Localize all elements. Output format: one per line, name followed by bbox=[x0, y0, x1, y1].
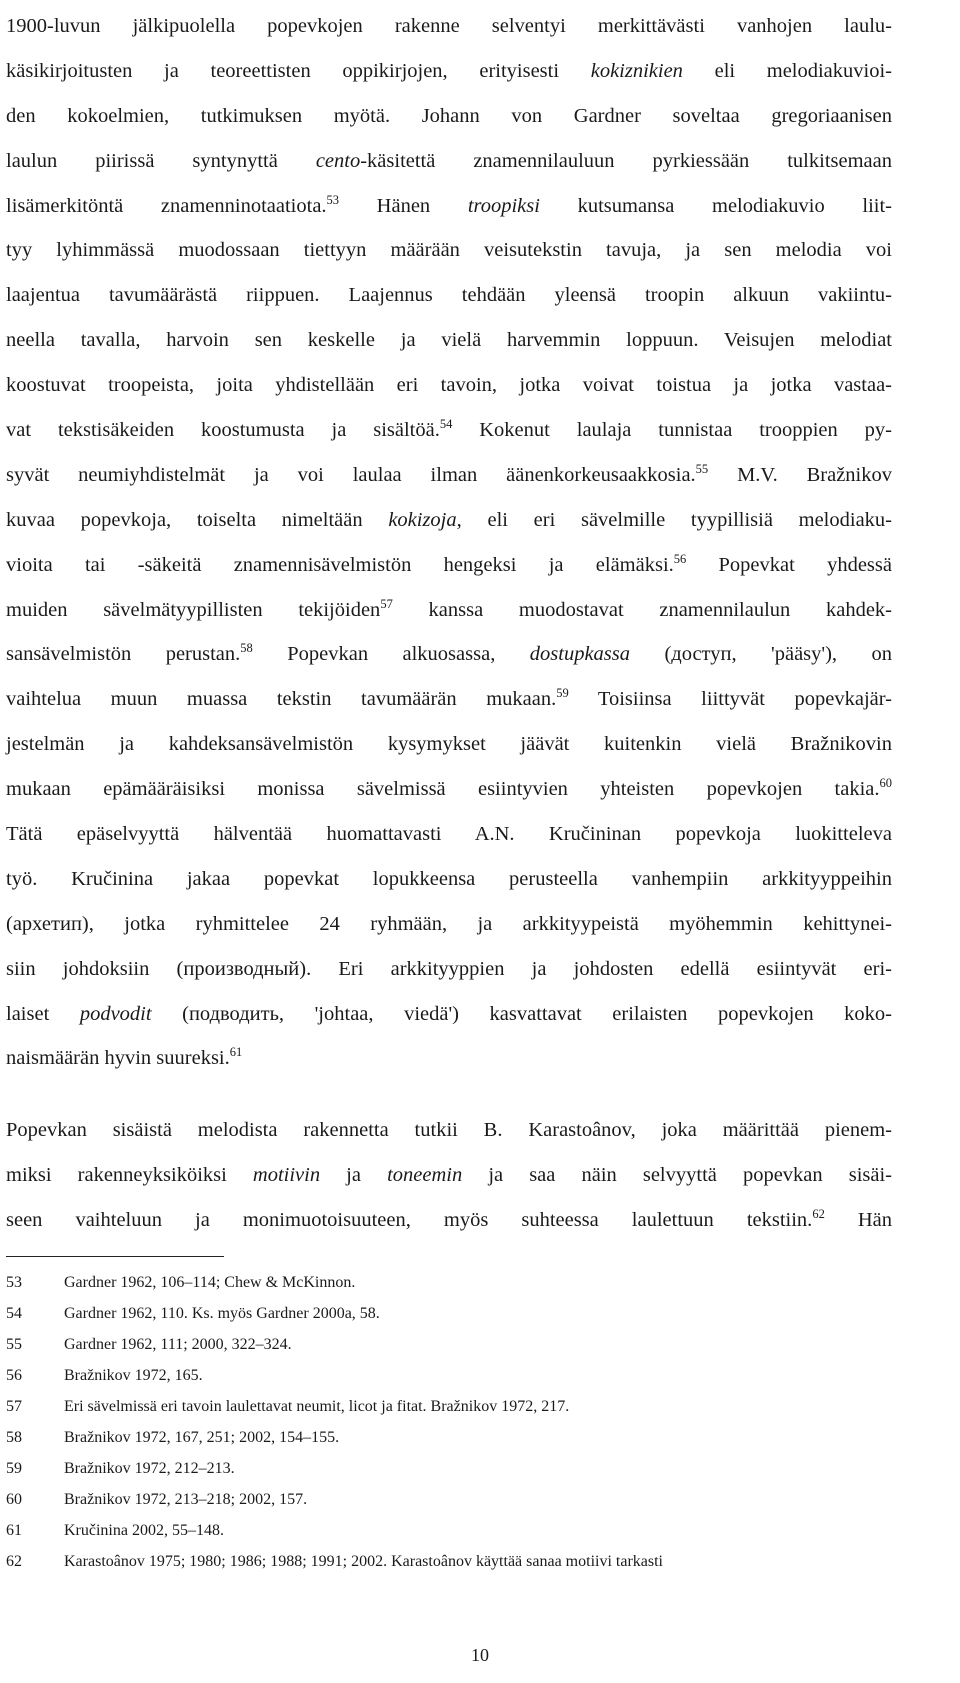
text-run: neella tavalla, harvoin sen keskelle ja vielä harvemmin loppuun. Veisujen melodiat bbox=[6, 329, 892, 352]
text-run: 1900-luvun jälkipuolella popevkojen rakenne selventyi merkittävästi vanhojen laulu- bbox=[6, 15, 892, 37]
footnote-text: Bražnikov 1972, 213–218; 2002, 157. bbox=[64, 1491, 308, 1508]
footnote bbox=[6, 1422, 892, 1453]
text-run: naismäärän hyvin suureksi. bbox=[6, 1047, 230, 1070]
footnote bbox=[6, 1515, 892, 1546]
text-run: sansävelmistön perustan. bbox=[6, 643, 241, 666]
text-run: Popevkat yhdessä bbox=[686, 553, 892, 576]
text-run: kanssa muodostavat znamennilaulun kahdek- bbox=[392, 598, 893, 621]
text-run: ja bbox=[320, 1163, 388, 1186]
text-line bbox=[6, 1108, 892, 1153]
text-line bbox=[6, 4, 892, 49]
text-run: Hänen bbox=[339, 194, 468, 217]
text-run: Tätä epäselvyyttä hälventää huomattavasti A.N. Kručininan popevkoja luokitteleva bbox=[6, 823, 892, 846]
text-line bbox=[6, 94, 892, 139]
text-line bbox=[6, 812, 892, 857]
text-run: siin johdoksiin (производный). Eri arkkityyppien ja johdosten edellä esiintyvät eri- bbox=[6, 957, 892, 980]
text-line bbox=[6, 767, 892, 812]
footnote-ref: 61 bbox=[229, 1045, 243, 1060]
italic-term: cento bbox=[315, 149, 361, 172]
footnote bbox=[6, 1329, 892, 1360]
footnote-number: 55 bbox=[6, 1336, 22, 1353]
text-run: laulun piirissä syntynyttä bbox=[6, 149, 316, 172]
text-run: syvät neumiyhdistelmät ja voi laulaa ilman äänenkorkeusaakkosia. bbox=[6, 463, 696, 486]
footnote-text: Bražnikov 1972, 167, 251; 2002, 154–155. bbox=[64, 1429, 340, 1446]
text-run: (подводить, 'johtaa, viedä') kasvattavat erilaisten popevkojen koko- bbox=[151, 1002, 893, 1025]
footnote-ref: 62 bbox=[812, 1206, 825, 1221]
text-run: tyy lyhimmässä muodossaan tiettyyn määrään veisutekstin tavuja, ja sen melodia voi bbox=[6, 239, 892, 262]
italic-term: toneemin bbox=[387, 1163, 463, 1186]
text-line bbox=[6, 453, 892, 498]
text-line bbox=[6, 588, 892, 633]
footnote-text: Bražnikov 1972, 165. bbox=[64, 1367, 203, 1384]
italic-term: dostupkassa bbox=[529, 643, 630, 666]
footnote bbox=[6, 1546, 892, 1577]
text-run: mukaan epämääräisiksi monissa sävelmissä esiintyvien yhteisten popevkojen takia. bbox=[6, 778, 880, 801]
text-line bbox=[6, 902, 892, 947]
text-run: seen vaihteluun ja monimuotoisuuteen, myös suhteessa laulettuun tekstiin. bbox=[6, 1208, 813, 1231]
text-run: , eli eri sävelmille tyypillisiä melodiaku- bbox=[456, 508, 892, 531]
text-run: koostuvat troopeista, joita yhdistellään eri tavoin, jotka voivat toistua ja jotka vastaa- bbox=[6, 374, 892, 397]
text-run: Popevkan alkuosassa, bbox=[252, 643, 530, 666]
text-run: eli melodiakuvioi- bbox=[682, 59, 892, 82]
footnote-number: 56 bbox=[6, 1367, 22, 1384]
text-line bbox=[6, 543, 892, 588]
footnote-number: 59 bbox=[6, 1460, 22, 1477]
footnote bbox=[6, 1360, 892, 1391]
text-run: muiden sävelmätyypillisten tekijöiden bbox=[6, 598, 381, 621]
text-run: Popevkan sisäistä melodista rakennetta tutkii B. Karastoânov, joka määrittää pienem- bbox=[6, 1119, 892, 1141]
footnote-ref: 58 bbox=[240, 641, 253, 656]
text-run: jestelmän ja kahdeksansävelmistön kysymykset jäävät kuitenkin vielä Bražnikovin bbox=[6, 733, 892, 756]
footnote bbox=[6, 1267, 892, 1298]
text-run: -käsitettä znamennilauluun pyrkiessään tulkitsemaan bbox=[360, 149, 892, 172]
footnote-number: 57 bbox=[6, 1398, 22, 1415]
text-run: kuvaa popevkoja, toiselta nimeltään bbox=[6, 508, 389, 531]
text-line bbox=[6, 273, 892, 318]
footnote-ref: 53 bbox=[326, 192, 340, 207]
footnote-number: 60 bbox=[6, 1491, 22, 1508]
footnote-number: 54 bbox=[6, 1305, 22, 1322]
text-run: Hän bbox=[824, 1208, 893, 1231]
text-run: ja saa näin selvyyttä popevkan sisäi- bbox=[462, 1163, 893, 1186]
footnote-text: Gardner 1962, 110. Ks. myös Gardner 2000a, 58. bbox=[64, 1305, 380, 1322]
text-run: M.V. Bražnikov bbox=[708, 463, 892, 486]
text-line bbox=[6, 632, 892, 677]
footnote bbox=[6, 1484, 892, 1515]
footnote bbox=[6, 1298, 892, 1329]
text-line bbox=[6, 49, 892, 94]
footnote-text: Gardner 1962, 111; 2000, 322–324. bbox=[64, 1336, 292, 1353]
paragraph-1 bbox=[6, 4, 892, 1081]
footnote-ref: 56 bbox=[673, 551, 687, 566]
footnote-ref: 59 bbox=[556, 686, 569, 701]
text-line bbox=[6, 228, 892, 273]
text-line bbox=[6, 498, 892, 543]
footnote-ref: 57 bbox=[380, 596, 393, 611]
footnotes bbox=[6, 1267, 892, 1577]
footnote-number: 53 bbox=[6, 1274, 22, 1291]
text-line bbox=[6, 1198, 892, 1243]
footnote-number: 58 bbox=[6, 1429, 22, 1446]
footnote-text: Karastoânov 1975; 1980; 1986; 1988; 1991; 2002. Karastoânov käyttää sanaa motiivi tarkasti bbox=[64, 1553, 663, 1570]
text-run: laiset bbox=[6, 1002, 80, 1025]
text-line bbox=[6, 318, 892, 363]
text-line bbox=[6, 184, 892, 229]
text-run: työ. Kručinina jakaa popevkat lopukkeensa perusteella vanhempiin arkkityyppeihin bbox=[6, 867, 892, 890]
italic-term: motiivin bbox=[252, 1163, 321, 1186]
text-line bbox=[6, 677, 892, 722]
footnote-number: 62 bbox=[6, 1553, 22, 1570]
footnote-text: Bražnikov 1972, 212–213. bbox=[64, 1460, 235, 1477]
footnote-ref: 54 bbox=[439, 417, 453, 432]
text-run: (доступ, 'pääsy'), on bbox=[630, 643, 892, 666]
text-run: vat tekstisäkeiden koostumusta ja sisältöä. bbox=[6, 419, 440, 442]
text-run: Toisiinsa liittyvät popevkajär- bbox=[568, 688, 892, 711]
text-run: Kokenut laulaja tunnistaa trooppien py- bbox=[452, 419, 892, 442]
text-run: vioita tai -säkeitä znamennisävelmistön hengeksi ja elämäksi. bbox=[6, 553, 674, 576]
text-run: laajentua tavumäärästä riippuen. Laajennus tehdään yleensä troopin alkuun vakiintu- bbox=[6, 284, 892, 307]
text-run: miksi rakenneyksiköiksi bbox=[6, 1163, 253, 1186]
footnote-separator bbox=[6, 1256, 224, 1257]
text-run: kutsumansa melodiakuvio liit- bbox=[539, 194, 892, 217]
footnote-number: 61 bbox=[6, 1522, 22, 1539]
text-line bbox=[6, 363, 892, 408]
italic-term: kokiznikien bbox=[590, 59, 683, 82]
text-run: vaihtelua muun muassa tekstin tavumäärän mukaan. bbox=[6, 688, 557, 711]
footnote bbox=[6, 1391, 892, 1422]
text-line bbox=[6, 722, 892, 767]
footnote-ref: 60 bbox=[879, 776, 892, 791]
text-line bbox=[6, 139, 892, 184]
footnote-ref: 55 bbox=[695, 461, 709, 476]
footnote bbox=[6, 1453, 892, 1484]
text-line bbox=[6, 992, 892, 1037]
italic-term: troopiksi bbox=[467, 194, 540, 217]
footnote-text: Gardner 1962, 106–114; Chew & McKinnon. bbox=[64, 1274, 356, 1291]
italic-term: podvodit bbox=[79, 1002, 152, 1025]
text-run: lisämerkitöntä znamenninotaatiota. bbox=[6, 194, 327, 217]
text-line bbox=[6, 408, 892, 453]
page-number: 10 bbox=[471, 1645, 489, 1665]
text-run: (архетип), jotka ryhmittelee 24 ryhmään, ja arkkityypeistä myöhemmin kehittynei- bbox=[6, 912, 892, 935]
text-run: käsikirjoitusten ja teoreettisten oppikirjojen, erityisesti bbox=[6, 59, 591, 82]
text-line bbox=[6, 947, 892, 992]
paragraph-2 bbox=[6, 1108, 892, 1243]
text-line bbox=[6, 1153, 892, 1198]
footnote-text: Kručinina 2002, 55–148. bbox=[64, 1522, 224, 1539]
footnote-text: Eri sävelmissä eri tavoin laulettavat neumit, licot ja fitat. Bražnikov 1972, 217. bbox=[64, 1398, 570, 1415]
italic-term: kokizoja bbox=[388, 508, 457, 531]
text-run: den kokoelmien, tutkimuksen myötä. Johann von Gardner soveltaa gregoriaanisen bbox=[6, 104, 892, 127]
text-line bbox=[6, 857, 892, 902]
text-line bbox=[6, 1036, 892, 1081]
